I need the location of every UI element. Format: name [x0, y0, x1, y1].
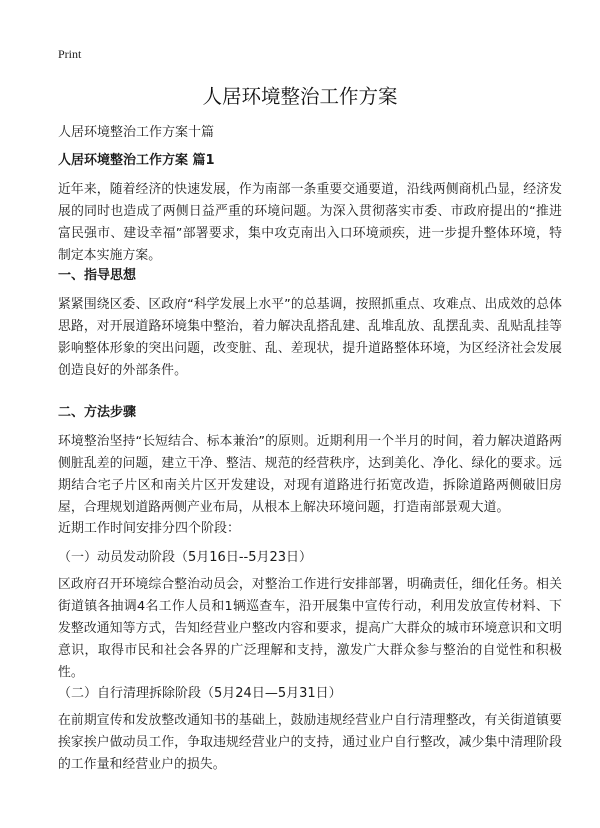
document-subtitle: 人居环境整治工作方案十篇 — [58, 125, 215, 140]
schedule-intro: 近期工作时间安排分四个阶段： — [58, 521, 241, 536]
article-heading: 人居环境整治工作方案 篇1 — [58, 153, 215, 168]
stage-heading-self-clearance: （二）自行清理拆除阶段（5月24日—5月31日） — [58, 686, 342, 701]
stage-heading-mobilization: （一）动员发动阶段（5月16日--5月23日） — [58, 550, 313, 565]
stage-body-self-clearance: 在前期宣传和发放整改通知书的基础上，鼓励违规经营业户自行清理整改，有关街道镇要挨家挨户做动员工作，争取违规经营业户的支持，通过业户自行整改，减少集中清理阶段的工作量和经营业户的损失。 — [58, 713, 562, 772]
print-link[interactable]: Print — [58, 47, 82, 61]
intro-paragraph: 近年来，随着经济的快速发展，作为南部一条重要交通要道，沿线两侧商机凸显，经济发展的同时也造成了两侧日益严重的环境问题。为深入贯彻落实市委、市政府提出的“推进富民强市、建设幸福”部署要求，集中攻克南出入口环境顽疾，进一步提升整体环境，特制定本实施方案。 — [58, 182, 562, 263]
section-heading-method-steps: 二、方法步骤 — [58, 405, 137, 420]
section-heading-guiding-ideology: 一、指导思想 — [58, 268, 137, 283]
section-body-guiding-ideology: 紧紧围绕区委、区政府“科学发展上水平”的总基调，按照抓重点、攻难点、出成效的总体思路，对开展道路环境集中整治，着力解决乱搭乱建、乱堆乱放、乱摆乱卖、乱贴乱挂等影响整体形象的突出问题，改变脏、乱、差现状，提升道路整体环境，为区经济社会发展创造良好的外部条件。 — [58, 297, 562, 378]
section-body-method-steps: 环境整治坚持“长短结合、标本兼治”的原则。近期利用一个半月的时间，着力解决道路两侧脏乱差的问题，建立干净、整洁、规范的经营秩序，达到美化、净化、绿化的要求。远期结合宅子片区和南关片区开发建设，对现有道路进行拓宽改造，拆除道路两侧破旧房屋，合理规划道路两侧产业布局，从根本上解决环境问题，打造南部景观大道。 — [58, 434, 562, 515]
page-title: 人居环境整治工作方案 — [202, 85, 398, 108]
stage-body-mobilization: 区政府召开环境综合整治动员会，对整治工作进行安排部署，明确责任，细化任务。相关街道镇各抽调4名工作人员和1辆巡查车，沿开展集中宣传行动，利用发放宣传材料、下发整改通知等方式，告知经营业户整改内容和要求，提高广大群众的城市环境意识和文明意识，取得市民和社会各界的广泛理解和支持，激发广大群众参与整治的自觉性和积极性。 — [58, 577, 562, 680]
